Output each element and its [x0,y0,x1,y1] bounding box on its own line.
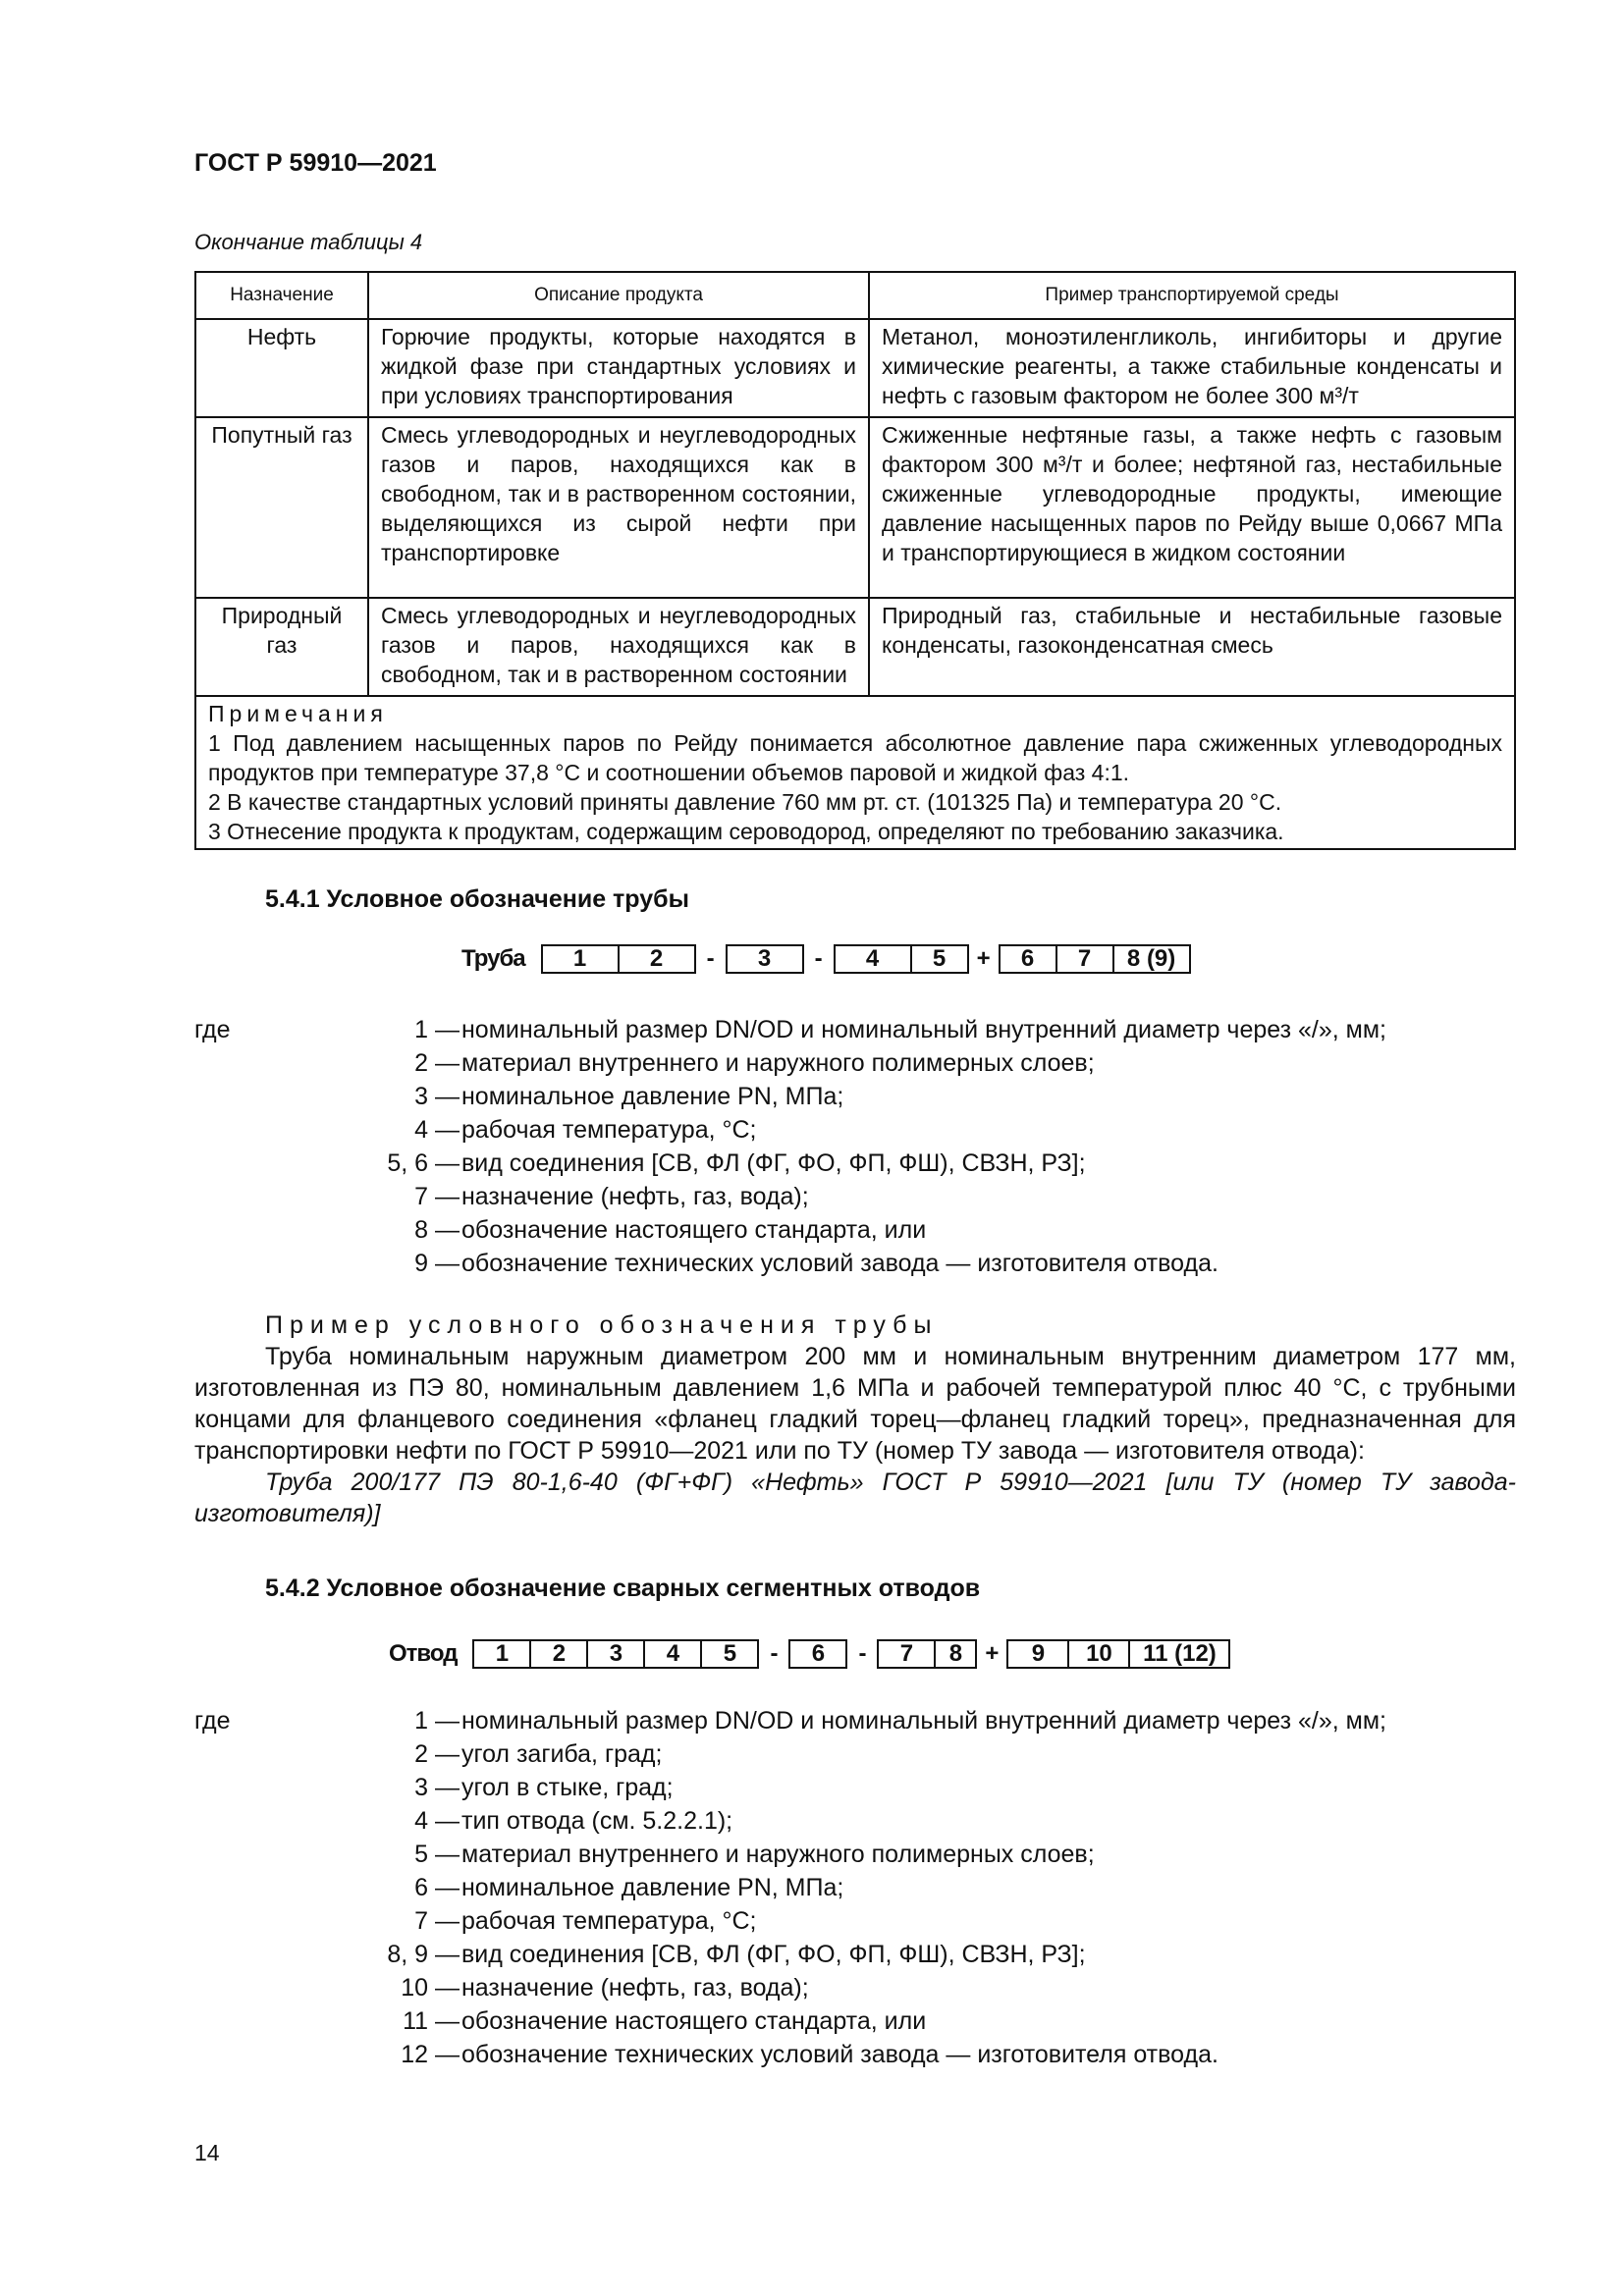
scheme-cell: 4 [836,946,912,972]
legend-number: 5 — [414,1841,460,1868]
legend-text: обозначение технических условий завода — изготовителя отвода. [461,1250,1218,1277]
legend-number: 9 — [414,1250,460,1277]
legend-row [194,1180,1516,1213]
table-notes-row [195,696,1515,849]
scheme-group [726,944,804,974]
scheme-cell: 2 [649,945,664,972]
legend-number: 12 — [401,2041,460,2068]
pipe-legend [194,1013,1516,1280]
legend-text: материал внутреннего и наружного полимерных слоев; [461,1841,1095,1868]
bend-designation-scheme [389,1639,1230,1669]
note-item: 1 Под давлением насыщенных паров по Рейду понимается абсолютное давление пара сжиженных углеводородных продуктов при температуре 37,8 °С и соотношении объемов паровой и жидкой фаз 4:1. [208,730,1502,785]
legend-text: обозначение настоящего стандарта, или [461,2007,927,2035]
legend-row [194,1771,1516,1804]
notes-cell [195,696,1515,849]
legend-row [194,1113,1516,1147]
legend-row [194,1938,1516,1971]
scheme-separator: - [770,1640,779,1667]
example-text: Труба номинальным наружным диаметром 200 мм и номинальным внутренним диаметром 177 мм, изготовленная из ПЭ 80, номинальным давлением 1,6 МПа и рабочей температурой плюс 40 °С, с трубными концами для фланцевого соединения «фланец гладкий торец—фланец гладкий торец», предназначенная для транспортировки нефти по ГОСТ Р 59910—2021 или по ТУ (номер ТУ завода — изготовителя отвода): [194,1343,1516,1465]
page-number: 14 [194,2140,220,2165]
legend-text: угол загиба, град; [461,1740,663,1768]
legend-number: 7 — [414,1183,460,1210]
legend-row [194,1046,1516,1080]
table-row [195,598,1515,696]
cell-purpose: Природный газ [195,598,368,696]
legend-text: обозначение настоящего стандарта, или [461,1216,927,1244]
legend-text: назначение (нефть, газ, вода); [461,1183,809,1210]
table-header-row [195,272,1515,319]
scheme-separator: + [976,945,991,972]
cell-description: Смесь углеводородных и неуглеводородных газов и паров, находящихся как в свободном, так и в растворенном состоянии [368,598,869,696]
example-designation: Труба 200/177 ПЭ 80-1,6-40 (ФГ+ФГ) «Нефть» ГОСТ Р 59910—2021 [или ТУ (номер ТУ завода-изготовителя)] [194,1468,1516,1527]
legend-number: 4 — [414,1807,460,1835]
table-4 [194,271,1516,850]
legend-number: 2 — [414,1049,460,1077]
legend-text: номинальное давление PN, МПа; [461,1874,844,1901]
scheme-group [834,944,969,974]
legend-text: обозначение технических условий завода — изготовителя отвода. [461,2041,1218,2068]
legend-number: 8 — [414,1216,460,1244]
scheme-word: Труба [461,945,525,972]
cell-description: Горючие продукты, которые находятся в жидкой фазе при стандартных условиях и при условиях транспортирования [368,319,869,417]
legend-number: 4 — [414,1116,460,1144]
legend-where: где [194,1707,231,1735]
scheme-cell: 1 [474,1641,531,1667]
scheme-cell: 10 [1069,1641,1130,1667]
scheme-separator: - [814,945,823,972]
scheme-cell: 7 [1057,946,1114,972]
legend-text: назначение (нефть, газ, вода); [461,1974,809,2002]
legend-text: рабочая температура, °С; [461,1116,757,1144]
scheme-cell: 2 [531,1641,588,1667]
scheme-cell: 6 [811,1640,826,1667]
legend-number: 8, 9 — [387,1941,460,1968]
scheme-cell: 5 [932,945,947,972]
scheme-cell: 6 [1001,946,1057,972]
scheme-cell: 8 [948,1640,963,1667]
legend-number: 3 — [414,1083,460,1110]
legend-row [194,1904,1516,1938]
legend-row [194,2038,1516,2071]
cell-example: Природный газ, стабильные и нестабильные газовые конденсаты, газоконденсатная смесь [869,598,1515,696]
notes-title: Примечания [208,701,388,726]
scheme-cell: 4 [645,1641,702,1667]
legend-number: 7 — [414,1907,460,1935]
legend-number: 3 — [414,1774,460,1801]
cell-description: Смесь углеводородных и неуглеводородных газов и паров, находящихся как в свободном, так и в растворенном состоянии, выделяющихся из сырой нефти при транспортировке [368,417,869,598]
scheme-cell: 7 [879,1641,936,1667]
legend-number: 1 — [414,1016,460,1043]
legend-row [194,1013,1516,1046]
scheme-word: Отвод [389,1640,458,1667]
legend-where: где [194,1016,231,1043]
legend-number: 1 — [414,1707,460,1735]
scheme-cell: 9 [1008,1641,1069,1667]
cell-example: Сжиженные нефтяные газы, а также нефть с газовым фактором 300 м³/т и более; нефтяной газ, нестабильные сжиженные углеводородные продукты, имеющие давление насыщенных паров по Рейду выше 0,0667 МПа и транспортирующиеся в жидком состоянии [869,417,1515,598]
table-caption: Окончание таблицы 4 [194,230,423,254]
scheme-cell: 3 [588,1641,645,1667]
table-row [195,319,1515,417]
scheme-cell: 11 (12) [1143,1640,1217,1667]
scheme-separator: - [858,1640,867,1667]
scheme-group [1006,1639,1230,1669]
column-header-purpose: Назначение [195,272,368,319]
legend-row [194,1737,1516,1771]
legend-number: 11 — [403,2007,460,2035]
column-header-description: Описание продукта [368,272,869,319]
legend-text: номинальное давление PN, МПа; [461,1083,844,1110]
scheme-group [472,1639,759,1669]
legend-number: 2 — [414,1740,460,1768]
legend-number: 6 — [414,1874,460,1901]
scheme-group [877,1639,977,1669]
legend-row [194,1704,1516,1737]
legend-text: номинальный размер DN/OD и номинальный внутренний диаметр через «/», мм; [461,1016,1386,1043]
cell-purpose: Попутный газ [195,417,368,598]
pipe-designation-scheme [461,944,1191,974]
scheme-group [788,1639,847,1669]
section-title-pipe: 5.4.1 Условное обозначение трубы [265,885,689,913]
scheme-cell: 8 (9) [1126,945,1176,972]
note-item: 2 В качестве стандартных условий приняты давление 760 мм рт. ст. (101325 Па) и температура 20 °С. [208,789,1282,815]
cell-example: Метанол, моноэтиленгликоль, ингибиторы и другие химические реагенты, а также стабильные конденсаты и нефть с газовым фактором не более 300 м³/т [869,319,1515,417]
legend-text: вид соединения [СВ, ФЛ (ФГ, ФО, ФП, ФШ), СВЗН, РЗ]; [461,1941,1086,1968]
legend-row [194,1080,1516,1113]
legend-text: материал внутреннего и наружного полимерных слоев; [461,1049,1095,1077]
legend-row [194,1247,1516,1280]
table-row [195,417,1515,598]
bend-legend [194,1704,1516,2071]
legend-row [194,2004,1516,2038]
legend-row [194,1804,1516,1838]
scheme-separator: + [985,1640,1000,1667]
legend-number: 5, 6 — [387,1149,460,1177]
scheme-separator: - [706,945,715,972]
scheme-group [541,944,696,974]
legend-row [194,1971,1516,2004]
example-title: Пример условного обозначения трубы [265,1311,939,1339]
legend-text: номинальный размер DN/OD и номинальный внутренний диаметр через «/», мм; [461,1707,1386,1735]
document-header: ГОСТ Р 59910—2021 [194,149,437,177]
scheme-cell: 3 [757,945,772,972]
legend-row [194,1213,1516,1247]
legend-text: вид соединения [СВ, ФЛ (ФГ, ФО, ФП, ФШ), СВЗН, РЗ]; [461,1149,1086,1177]
legend-row [194,1838,1516,1871]
legend-row [194,1147,1516,1180]
section-title-bends: 5.4.2 Условное обозначение сварных сегментных отводов [265,1575,981,1602]
note-item: 3 Отнесение продукта к продуктам, содержащим сероводород, определяют по требованию заказчика. [208,819,1284,844]
scheme-cell: 5 [723,1640,737,1667]
legend-text: тип отвода (см. 5.2.2.1); [461,1807,733,1835]
legend-text: угол в стыке, град; [461,1774,674,1801]
legend-text: рабочая температура, °С; [461,1907,757,1935]
cell-purpose: Нефть [195,319,368,417]
pipe-example [194,1309,1516,1529]
legend-number: 10 — [401,1974,460,2002]
legend-row [194,1871,1516,1904]
scheme-group [999,944,1191,974]
scheme-cell: 1 [543,946,620,972]
column-header-example: Пример транспортируемой среды [869,272,1515,319]
